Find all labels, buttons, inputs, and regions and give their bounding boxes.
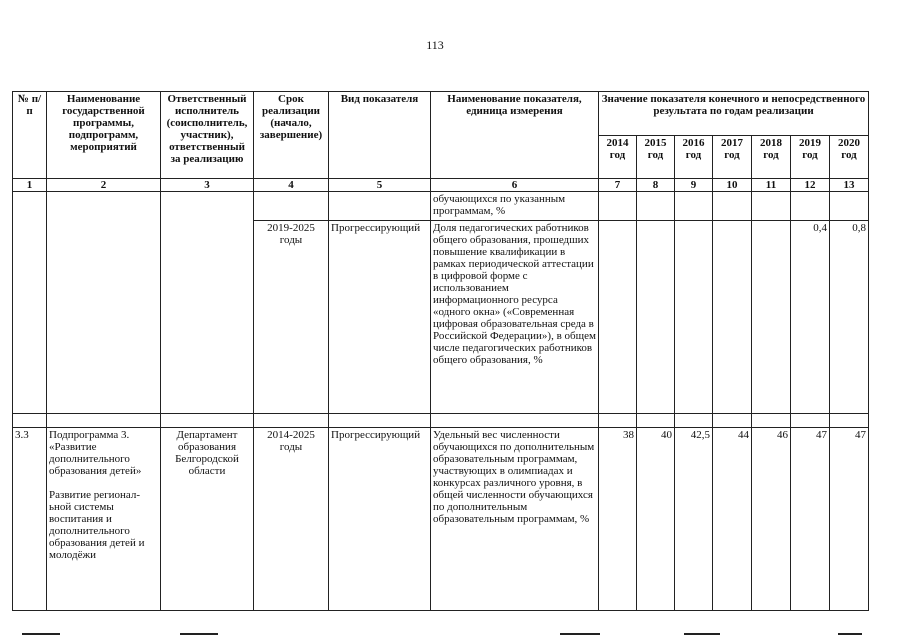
header-year: 2018 год bbox=[752, 136, 791, 179]
column-number: 6 bbox=[431, 179, 599, 192]
cell-value: 38 bbox=[599, 428, 637, 611]
cell-value: 47 bbox=[830, 428, 869, 611]
cell-value bbox=[713, 192, 752, 221]
cell-value bbox=[599, 221, 637, 414]
cell-indicator-type bbox=[329, 192, 431, 221]
column-number: 10 bbox=[713, 179, 752, 192]
column-number: 8 bbox=[637, 179, 675, 192]
cell-executor: Департамент образования Белгородской области bbox=[161, 428, 254, 611]
cell-executor bbox=[161, 192, 254, 221]
column-number: 2 bbox=[47, 179, 161, 192]
cell-executor bbox=[161, 221, 254, 414]
cell-term: 2014-2025 годы bbox=[254, 428, 329, 611]
column-number: 9 bbox=[675, 179, 713, 192]
cell-term bbox=[254, 192, 329, 221]
cell-value: 44 bbox=[713, 428, 752, 611]
cell-value bbox=[637, 221, 675, 414]
header-year: 2019 год bbox=[791, 136, 830, 179]
cell-value bbox=[752, 221, 791, 414]
cell-value bbox=[791, 192, 830, 221]
cell-num bbox=[13, 192, 47, 221]
cell-value bbox=[713, 221, 752, 414]
cell-num bbox=[13, 221, 47, 414]
cell-value: 0,4 bbox=[791, 221, 830, 414]
column-number: 3 bbox=[161, 179, 254, 192]
cell-value: 0,8 bbox=[830, 221, 869, 414]
header-term: Срок реализации (начало, завершение) bbox=[254, 92, 329, 179]
cell-value bbox=[675, 221, 713, 414]
column-number: 5 bbox=[329, 179, 431, 192]
table-row bbox=[13, 428, 869, 611]
cell-program bbox=[47, 192, 161, 221]
cell-value bbox=[830, 192, 869, 221]
header-year: 2016 год bbox=[675, 136, 713, 179]
table-spacer-row bbox=[13, 414, 869, 428]
column-number: 1 bbox=[13, 179, 47, 192]
cell-value: 47 bbox=[791, 428, 830, 611]
cell-indicator-type: Прогрессирующий bbox=[329, 221, 431, 414]
cell-value bbox=[637, 192, 675, 221]
header-year: 2014 год bbox=[599, 136, 637, 179]
cell-value: 46 bbox=[752, 428, 791, 611]
header-indicator-name: Наименование показателя, единица измерения bbox=[431, 92, 599, 179]
cell-value bbox=[599, 192, 637, 221]
cell-indicator-name: Доля педагогических работников общего образования, прошедших повышение квалификации в рамках периодической аттестации в цифровой форме с использованием информационного ресурса «одного окна» («Современная цифровая образовательная среда в Российской Федерации»), в общем числе педагогических работников общего образования, % bbox=[431, 221, 599, 414]
table-row bbox=[13, 221, 869, 414]
header-year: 2020 год bbox=[830, 136, 869, 179]
cell-indicator-type: Прогрессирующий bbox=[329, 428, 431, 611]
cell-indicator-name: Удельный вес численности обучающихся по дополнительным образовательным программам, участвующих в олимпиадах и конкурсах различного уровня, в общей численности обучающихся по дополнительным образовательным программам, % bbox=[431, 428, 599, 611]
header-year: 2017 год bbox=[713, 136, 752, 179]
program-subtitle: Развитие региональной системы воспитания и дополнительного образования детей и молодёжи bbox=[49, 489, 145, 561]
header-values-title: Значение показателя конечного и непосредственного результата по годам реализации bbox=[599, 92, 869, 136]
column-number: 12 bbox=[791, 179, 830, 192]
column-number-row bbox=[13, 179, 869, 192]
cell-value: 40 bbox=[637, 428, 675, 611]
header-indicator-type: Вид показателя bbox=[329, 92, 431, 179]
program-title: Подпрограмма 3. «Развитие дополнительного образования детей» bbox=[49, 429, 142, 477]
cell-term: 2019-2025 годы bbox=[254, 221, 329, 414]
cell-indicator-name: обучающихся по указанным программам, % bbox=[431, 192, 599, 221]
column-number: 11 bbox=[752, 179, 791, 192]
cell-program bbox=[47, 221, 161, 414]
cell-program bbox=[47, 428, 161, 611]
indicator-table bbox=[12, 91, 869, 611]
table-row bbox=[13, 192, 869, 221]
page-number: 113 bbox=[426, 38, 444, 52]
header-executor: Ответственный исполнитель (соисполнитель, участник), ответственный за реализацию bbox=[161, 92, 254, 179]
header-program: Наименование государственной программы, подпрограмм, мероприятий bbox=[47, 92, 161, 179]
table-header-row bbox=[13, 92, 869, 136]
column-number: 13 bbox=[830, 179, 869, 192]
column-number: 4 bbox=[254, 179, 329, 192]
header-num: № п/п bbox=[13, 92, 47, 179]
cell-value bbox=[675, 192, 713, 221]
header-year: 2015 год bbox=[637, 136, 675, 179]
column-number: 7 bbox=[599, 179, 637, 192]
cell-value: 42,5 bbox=[675, 428, 713, 611]
cell-num: 3.3 bbox=[13, 428, 47, 611]
cell-value bbox=[752, 192, 791, 221]
